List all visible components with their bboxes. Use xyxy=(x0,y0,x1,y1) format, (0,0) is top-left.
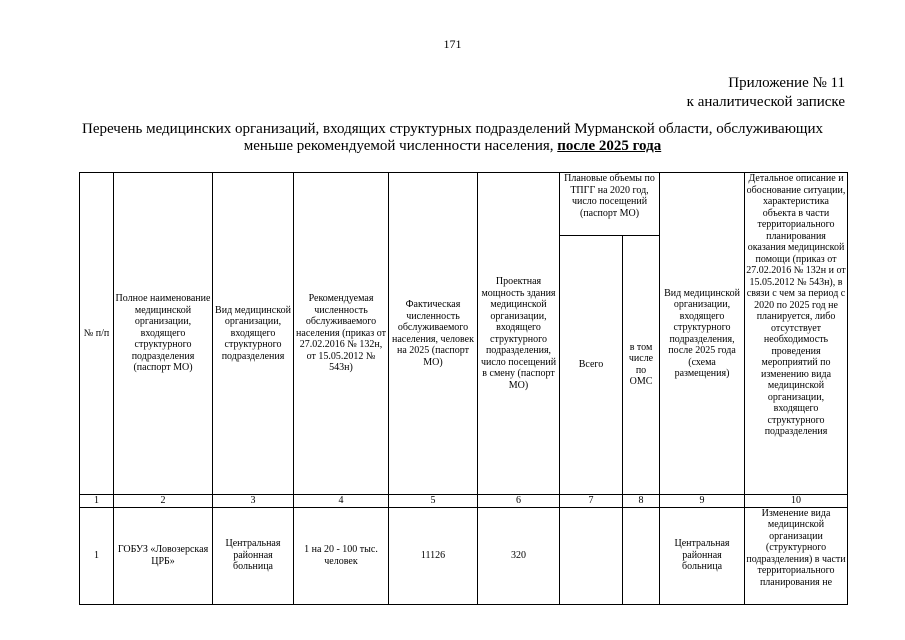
col-number: 3 xyxy=(213,495,294,508)
header-description-text: Детальное описание и обоснование ситуации, характеристика объекта в части территориального планирования оказания медицинской помощи (приказ от 27.02.2016 № 132н и от 15.05.2012 № 543н), в связи с чем за период с 2020 по 2025 год не планируется, либо отсутствует необходимость проведения мероприятий по изменению вида медицинской организации, входящего структурного подразделения xyxy=(746,173,846,437)
row-description-text: Изменение вида медицинской организации (структурного подразделения) в части территориального планирования не xyxy=(746,507,846,588)
header-org-name: Полное наименование медицинской организации, входящего структурного подразделения (паспорт МО) xyxy=(114,173,213,495)
header-oms: в том числе по ОМС xyxy=(623,235,660,494)
row-description xyxy=(745,507,848,604)
document-title-line2 xyxy=(60,138,845,155)
row-org-type: Центральная районная больница xyxy=(213,507,294,604)
appendix-subtitle: к аналитической записке xyxy=(686,94,845,110)
col-number: 2 xyxy=(114,495,213,508)
page-number: 171 xyxy=(443,37,462,51)
table-row xyxy=(80,507,848,604)
header-planned-volumes: Плановые объемы по ТПГГ на 2020 год, число посещений (паспорт МО) xyxy=(560,173,660,236)
header-org-type: Вид медицинской организации, входящего структурного подразделения xyxy=(213,173,294,495)
document-title-line2-text: меньше рекомендуемой численности населения, xyxy=(243,138,554,154)
col-number: 10 xyxy=(745,495,848,508)
organizations-table xyxy=(79,172,848,605)
appendix-title: Приложение № 11 xyxy=(728,75,845,91)
document-title-emphasis: после 2025 года xyxy=(557,138,662,154)
header-description xyxy=(745,173,848,495)
row-actual-population: 11126 xyxy=(389,507,478,604)
header-org-type-after-2025: Вид медицинской организации, входящего структурного подразделения, после 2025 года (схема размещения) xyxy=(660,173,745,495)
document-title-line1: Перечень медицинских организаций, входящих структурных подразделений Мурманской области, обслуживающих xyxy=(82,121,823,137)
col-number: 5 xyxy=(389,495,478,508)
row-recommended-population: 1 на 20 - 100 тыс. человек xyxy=(294,507,389,604)
row-design-capacity: 320 xyxy=(478,507,560,604)
header-design-capacity: Проектная мощность здания медицинской организации, входящего структурного подразделения, число посещений в смену (паспорт МО) xyxy=(478,173,560,495)
col-number: 8 xyxy=(623,495,660,508)
row-org-type-after-2025: Центральная районная больница xyxy=(660,507,745,604)
row-total xyxy=(560,507,623,604)
header-recommended-population: Рекомендуемая численность обслуживаемого населения (приказ от 27.02.2016 № 132н, от 15.05.2012 № 543н) xyxy=(294,173,389,495)
col-number: 1 xyxy=(80,495,114,508)
col-number: 6 xyxy=(478,495,560,508)
row-oms xyxy=(623,507,660,604)
col-number: 9 xyxy=(660,495,745,508)
row-org-name: ГОБУЗ «Ловозерская ЦРБ» xyxy=(114,507,213,604)
row-num: 1 xyxy=(80,507,114,604)
header-total: Всего xyxy=(560,235,623,494)
col-number: 4 xyxy=(294,495,389,508)
document-title xyxy=(60,121,845,155)
header-num: № п/п xyxy=(80,173,114,495)
col-number: 7 xyxy=(560,495,623,508)
header-actual-population: Фактическая численность обслуживаемого населения, человек на 2025 (паспорт МО) xyxy=(389,173,478,495)
